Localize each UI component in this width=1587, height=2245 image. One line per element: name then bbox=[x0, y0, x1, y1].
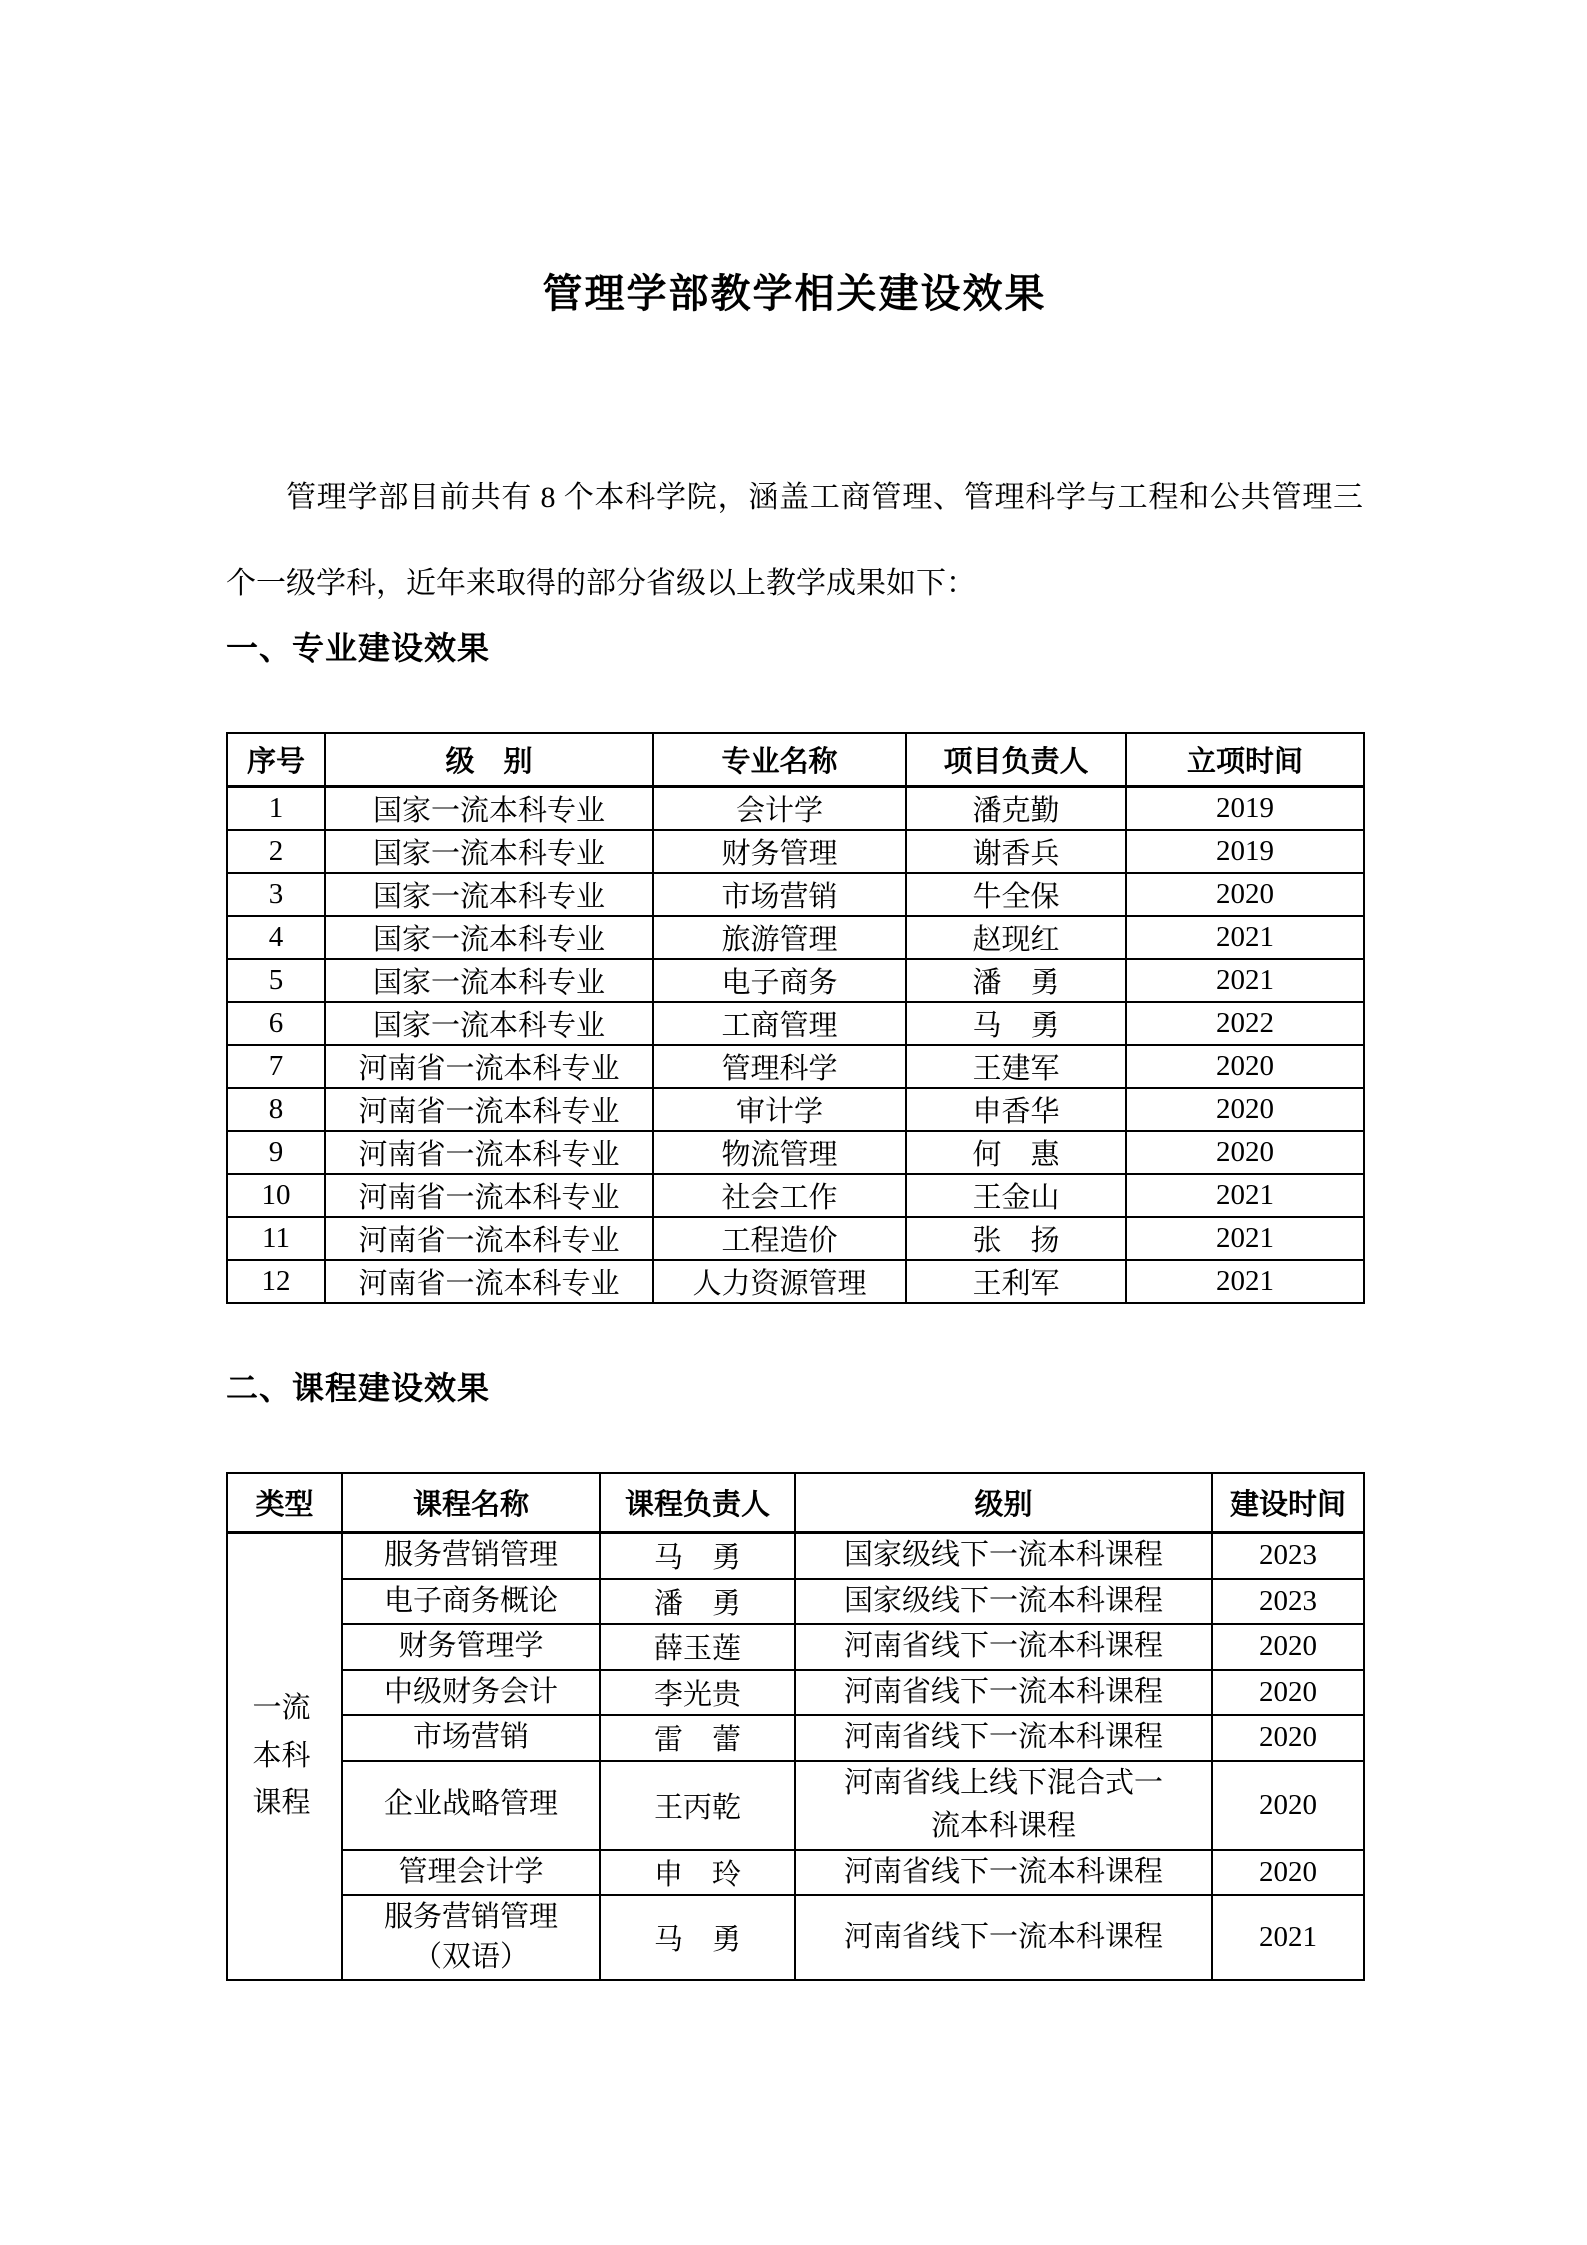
table-row bbox=[227, 1217, 1364, 1260]
table-row bbox=[227, 1260, 1364, 1303]
cell-text: 2020 bbox=[1259, 1788, 1317, 1821]
cell-text: 人力资源管理 bbox=[692, 1267, 867, 1300]
cell-text: 会计学 bbox=[735, 794, 823, 827]
cell-text: 何 惠 bbox=[972, 1138, 1060, 1171]
table-cell bbox=[600, 1533, 795, 1579]
cell-text: 管理会计学 bbox=[398, 1855, 544, 1888]
cell-text: 国家一流本科专业 bbox=[372, 880, 605, 913]
table-row bbox=[227, 1174, 1364, 1217]
table-cell bbox=[1212, 1761, 1364, 1850]
cell-text: 2021 bbox=[1216, 1221, 1274, 1254]
table-cell bbox=[325, 1045, 653, 1088]
table-cell bbox=[795, 1624, 1212, 1670]
cell-text: 10 bbox=[261, 1178, 291, 1211]
table-cell bbox=[325, 1260, 653, 1303]
table-row bbox=[227, 959, 1364, 1002]
cell-text: 类型 bbox=[255, 1488, 314, 1521]
cell-text: 2020 bbox=[1259, 1855, 1317, 1888]
cell-text: 9 bbox=[268, 1135, 284, 1168]
cell-text: 电子商务 bbox=[721, 966, 838, 999]
cell-text: 2020 bbox=[1216, 1135, 1274, 1168]
cell-text: 2 bbox=[268, 834, 284, 867]
table-cell bbox=[906, 959, 1126, 1002]
cell-text: 2020 bbox=[1216, 1049, 1274, 1082]
cell-text: 雷 蕾 bbox=[653, 1724, 741, 1757]
cell-text: 专业名称 bbox=[721, 745, 838, 778]
cell-text: 国家级线下一流本科课程 bbox=[843, 1539, 1163, 1571]
cell-text: 7 bbox=[268, 1049, 284, 1082]
table-cell bbox=[227, 786, 325, 830]
table-cell bbox=[325, 1088, 653, 1131]
table-cell bbox=[325, 1131, 653, 1174]
table-cell bbox=[600, 1579, 795, 1625]
table-cell bbox=[1212, 1624, 1364, 1670]
table-cell bbox=[325, 1217, 653, 1260]
table-cell bbox=[1126, 1045, 1364, 1088]
cell-text: 2019 bbox=[1216, 834, 1274, 867]
table-row bbox=[227, 1002, 1364, 1045]
table-cell bbox=[227, 1217, 325, 1260]
table-cell bbox=[600, 1761, 795, 1850]
cell-text: 国家一流本科专业 bbox=[372, 1009, 605, 1042]
cell-text: 2021 bbox=[1216, 920, 1274, 953]
cell-text: 河南省线下一流本科课程 bbox=[843, 1721, 1163, 1753]
table-cell bbox=[653, 1088, 906, 1131]
table-cell bbox=[653, 1002, 906, 1045]
table-cell bbox=[1212, 1670, 1364, 1716]
cell-text: 课程名称 bbox=[412, 1488, 529, 1521]
table-cell bbox=[653, 1174, 906, 1217]
table-cell bbox=[325, 830, 653, 873]
table-cell bbox=[227, 1002, 325, 1045]
column-header bbox=[1212, 1473, 1364, 1533]
table-cell bbox=[906, 1260, 1126, 1303]
cell-text: 8 bbox=[268, 1092, 284, 1125]
cell-text: 2020 bbox=[1216, 877, 1274, 910]
table-cell bbox=[1126, 1174, 1364, 1217]
cell-text: 马 勇 bbox=[972, 1009, 1060, 1042]
table-cell bbox=[1126, 786, 1364, 830]
cell-text: 市场营销 bbox=[721, 880, 838, 913]
table-cell bbox=[1126, 1131, 1364, 1174]
cell-text: 马 勇 bbox=[653, 1924, 741, 1956]
table-cell bbox=[1212, 1850, 1364, 1896]
table-cell bbox=[342, 1624, 600, 1670]
table-cell bbox=[227, 916, 325, 959]
table-cell bbox=[600, 1850, 795, 1896]
cell-text: 潘 勇 bbox=[972, 966, 1060, 999]
table-cell bbox=[906, 1174, 1126, 1217]
cell-text: 张 扬 bbox=[972, 1224, 1060, 1257]
table-cell bbox=[906, 1045, 1126, 1088]
cell-text: 工商管理 bbox=[721, 1009, 838, 1042]
cell-text: 12 bbox=[261, 1264, 291, 1297]
cell-text: 服务营销管理 bbox=[383, 1539, 558, 1572]
cell-text: 潘 勇 bbox=[653, 1587, 741, 1620]
cell-text: 项目负责人 bbox=[943, 745, 1089, 778]
table-cell bbox=[1212, 1715, 1364, 1761]
cell-text: 企业战略管理 bbox=[383, 1788, 558, 1821]
table-cell bbox=[227, 1260, 325, 1303]
cell-text: 国家级线下一流本科课程 bbox=[843, 1584, 1163, 1617]
cell-text: 1 bbox=[268, 791, 284, 824]
course-construction-table bbox=[226, 1472, 1365, 1982]
table-row bbox=[227, 1088, 1364, 1131]
table-row bbox=[227, 1761, 1364, 1850]
cell-text: 河南省线下一流本科课程 bbox=[843, 1675, 1163, 1708]
table-cell bbox=[1126, 1088, 1364, 1131]
table-cell bbox=[227, 1131, 325, 1174]
cell-text: 河南省线下一流本科课程 bbox=[843, 1855, 1163, 1888]
cell-text: 国家一流本科专业 bbox=[372, 837, 605, 870]
cell-text: 物流管理 bbox=[721, 1138, 838, 1171]
table-cell bbox=[1126, 1260, 1364, 1303]
cell-text: 电子商务概论 bbox=[383, 1584, 558, 1617]
table-cell bbox=[227, 1088, 325, 1131]
cell-text: 财务管理学 bbox=[398, 1630, 544, 1663]
cell-text: 河南省线下一流本科课程 bbox=[843, 1630, 1163, 1662]
table-cell bbox=[600, 1715, 795, 1761]
column-header bbox=[600, 1473, 795, 1533]
cell-text: 管理科学 bbox=[721, 1052, 838, 1085]
table-cell bbox=[342, 1533, 600, 1579]
column-header bbox=[1126, 733, 1364, 786]
cell-text: 2021 bbox=[1216, 963, 1274, 996]
cell-text: 赵现红 bbox=[972, 923, 1060, 956]
major-construction-table bbox=[226, 732, 1365, 1304]
table-cell bbox=[227, 1174, 325, 1217]
cell-text: 牛全保 bbox=[972, 880, 1060, 913]
table-cell bbox=[227, 959, 325, 1002]
cell-text: 河南省一流本科专业 bbox=[358, 1181, 620, 1214]
section-heading-courses: 二、课程建设效果 bbox=[226, 1369, 491, 1406]
cell-text: 申 玲 bbox=[653, 1858, 741, 1891]
table-row bbox=[227, 1579, 1364, 1625]
cell-text: 级 别 bbox=[445, 745, 533, 778]
table-cell bbox=[653, 959, 906, 1002]
table-cell bbox=[342, 1761, 600, 1850]
cell-text: 河南省一流本科专业 bbox=[358, 1224, 620, 1257]
table-cell bbox=[600, 1670, 795, 1716]
cell-text: 潘克勤 bbox=[972, 794, 1060, 827]
cell-text: 国家一流本科专业 bbox=[372, 794, 605, 827]
table-cell bbox=[600, 1895, 795, 1980]
table-cell bbox=[906, 916, 1126, 959]
cell-text: 2023 bbox=[1259, 1539, 1317, 1572]
cell-text: 2020 bbox=[1259, 1721, 1317, 1754]
table-cell bbox=[795, 1579, 1212, 1625]
column-header bbox=[795, 1473, 1212, 1533]
table-cell bbox=[906, 786, 1126, 830]
table-row bbox=[227, 1670, 1364, 1716]
cell-text: 审计学 bbox=[735, 1095, 823, 1128]
cell-text: 2022 bbox=[1216, 1006, 1274, 1039]
table-row bbox=[227, 786, 1364, 830]
table-cell bbox=[1126, 1217, 1364, 1260]
table-cell bbox=[325, 916, 653, 959]
cell-text: 立项时间 bbox=[1186, 745, 1303, 778]
cell-text: 4 bbox=[268, 920, 284, 953]
table-cell bbox=[653, 1260, 906, 1303]
table-cell bbox=[227, 830, 325, 873]
cell-text: 中级财务会计 bbox=[383, 1675, 558, 1708]
table-cell bbox=[653, 873, 906, 916]
cell-text: 国家一流本科专业 bbox=[372, 923, 605, 956]
table-cell bbox=[342, 1895, 600, 1980]
cell-text: 2019 bbox=[1216, 791, 1274, 824]
table-row bbox=[227, 916, 1364, 959]
section-heading-majors: 一、专业建设效果 bbox=[226, 630, 491, 666]
cell-text: 谢香兵 bbox=[972, 837, 1060, 870]
cell-text: 3 bbox=[268, 877, 284, 910]
table-cell bbox=[1212, 1895, 1364, 1980]
cell-text: 财务管理 bbox=[721, 837, 838, 870]
cell-text: 课程负责人 bbox=[624, 1488, 770, 1521]
cell-text: 2020 bbox=[1259, 1630, 1317, 1663]
cell-text: 11 bbox=[262, 1221, 290, 1254]
table-cell bbox=[600, 1624, 795, 1670]
cell-text: 6 bbox=[268, 1006, 284, 1039]
table-cell bbox=[795, 1850, 1212, 1896]
table-row bbox=[227, 1045, 1364, 1088]
table-cell bbox=[325, 959, 653, 1002]
cell-text: 一流本科课程 bbox=[252, 1691, 311, 1820]
cell-text: 2021 bbox=[1259, 1921, 1317, 1953]
cell-text: 王金山 bbox=[972, 1181, 1060, 1214]
cell-text: 序号 bbox=[246, 745, 305, 778]
table-cell bbox=[1126, 959, 1364, 1002]
table-row bbox=[227, 1895, 1364, 1980]
table-cell bbox=[795, 1761, 1212, 1850]
cell-text: 国家一流本科专业 bbox=[372, 966, 605, 999]
cell-text: 2020 bbox=[1216, 1092, 1274, 1125]
column-header bbox=[906, 733, 1126, 786]
cell-text: 建设时间 bbox=[1229, 1488, 1346, 1521]
table-cell bbox=[906, 1131, 1126, 1174]
table-cell bbox=[325, 873, 653, 916]
cell-text: 王建军 bbox=[972, 1052, 1060, 1085]
cell-text: 河南省一流本科专业 bbox=[358, 1052, 620, 1085]
table-cell bbox=[1126, 1002, 1364, 1045]
table-cell bbox=[795, 1533, 1212, 1579]
table-cell bbox=[342, 1850, 600, 1896]
table-cell bbox=[342, 1579, 600, 1625]
table-cell bbox=[653, 1217, 906, 1260]
column-header bbox=[227, 733, 325, 786]
cell-text: 5 bbox=[268, 963, 284, 996]
cell-text: 马 勇 bbox=[653, 1542, 741, 1575]
cell-text: 级别 bbox=[974, 1488, 1033, 1521]
table-cell bbox=[325, 1174, 653, 1217]
cell-text: 王利军 bbox=[972, 1267, 1060, 1300]
table-cell bbox=[325, 1002, 653, 1045]
merged-type-cell bbox=[227, 1533, 342, 1981]
table-row bbox=[227, 873, 1364, 916]
cell-text: 河南省线下一流本科课程 bbox=[843, 1920, 1163, 1953]
table-cell bbox=[653, 786, 906, 830]
table-cell bbox=[1126, 830, 1364, 873]
table-row bbox=[227, 1850, 1364, 1896]
table-cell bbox=[1212, 1533, 1364, 1579]
cell-text: 河南省一流本科专业 bbox=[358, 1138, 620, 1171]
column-header bbox=[342, 1473, 600, 1533]
cell-text: 王丙乾 bbox=[653, 1791, 741, 1824]
cell-text: 服务营销管理（双语） bbox=[383, 1901, 558, 1973]
table-cell bbox=[906, 873, 1126, 916]
table-cell bbox=[653, 830, 906, 873]
table-cell bbox=[653, 916, 906, 959]
table-cell bbox=[342, 1715, 600, 1761]
cell-text: 河南省线上线下混合式一流本科课程 bbox=[843, 1766, 1163, 1842]
table-cell bbox=[906, 1002, 1126, 1045]
table-cell bbox=[795, 1670, 1212, 1716]
cell-text: 旅游管理 bbox=[721, 923, 838, 956]
cell-text: 申香华 bbox=[972, 1095, 1060, 1128]
intro-paragraph: 管理学部目前共有 8 个本科学院，涵盖工商管理、管理科学与工程和公共管理三个一级学科，近年来取得的部分省级以上教学成果如下： bbox=[226, 481, 1363, 600]
column-header bbox=[325, 733, 653, 786]
table-cell bbox=[342, 1670, 600, 1716]
table-cell bbox=[653, 1131, 906, 1174]
cell-text: 2020 bbox=[1259, 1675, 1317, 1708]
cell-text: 市场营销 bbox=[412, 1721, 529, 1754]
column-header bbox=[227, 1473, 342, 1533]
table-cell bbox=[906, 1088, 1126, 1131]
table-cell bbox=[325, 786, 653, 830]
header-row bbox=[227, 733, 1364, 786]
cell-text: 社会工作 bbox=[721, 1181, 838, 1214]
cell-text: 河南省一流本科专业 bbox=[358, 1095, 620, 1128]
column-header bbox=[653, 733, 906, 786]
table-cell bbox=[227, 873, 325, 916]
table-row bbox=[227, 1533, 1364, 1579]
cell-text: 2021 bbox=[1216, 1264, 1274, 1297]
table-row bbox=[227, 830, 1364, 873]
table-cell bbox=[795, 1715, 1212, 1761]
table-cell bbox=[906, 830, 1126, 873]
cell-text: 河南省一流本科专业 bbox=[358, 1267, 620, 1300]
cell-text: 薛玉莲 bbox=[653, 1633, 741, 1666]
cell-text: 2021 bbox=[1216, 1178, 1274, 1211]
table-cell bbox=[795, 1895, 1212, 1980]
table-row bbox=[227, 1131, 1364, 1174]
table-cell bbox=[653, 1045, 906, 1088]
cell-text: 工程造价 bbox=[721, 1224, 838, 1257]
table-row bbox=[227, 1715, 1364, 1761]
cell-text: 2023 bbox=[1259, 1584, 1317, 1617]
table-cell bbox=[906, 1217, 1126, 1260]
table-cell bbox=[1212, 1579, 1364, 1625]
cell-text: 李光贵 bbox=[653, 1678, 741, 1711]
table-cell bbox=[227, 1045, 325, 1088]
table-row bbox=[227, 1624, 1364, 1670]
table-cell bbox=[1126, 873, 1364, 916]
header-row bbox=[227, 1473, 1364, 1533]
page-title: 管理学部教学相关建设效果 bbox=[542, 271, 1047, 316]
table-cell bbox=[1126, 916, 1364, 959]
